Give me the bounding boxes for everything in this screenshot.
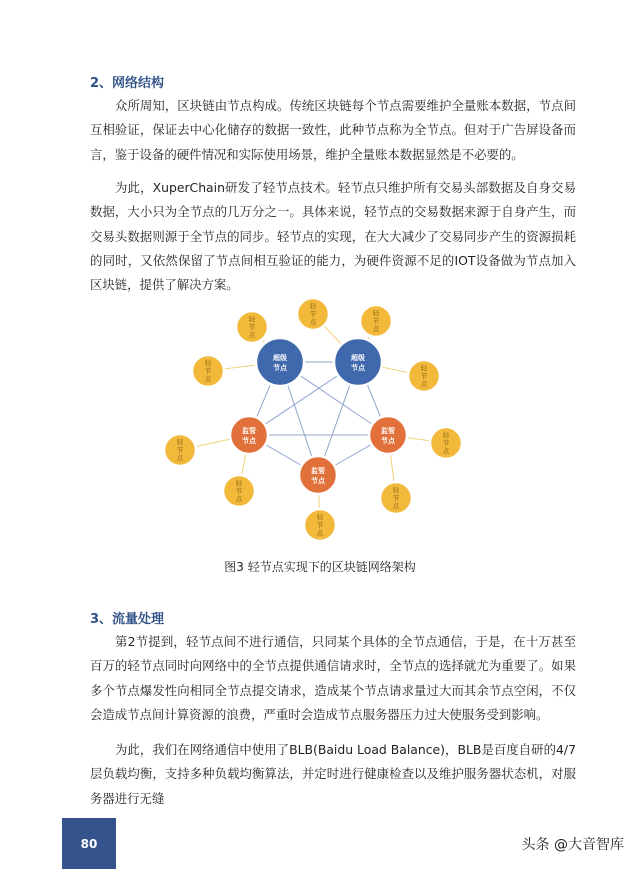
node-label-line: 监管	[381, 427, 395, 435]
light-node-label: 点	[248, 331, 256, 339]
page-number: 80	[80, 836, 98, 851]
light-node	[408, 360, 440, 392]
light-node-label: 轻	[372, 309, 380, 317]
section-2-heading: 2、网络结构	[90, 76, 165, 91]
supervisor-node	[230, 416, 268, 454]
light-node-label: 轻	[316, 513, 324, 521]
light-node-label: 轻	[204, 359, 212, 367]
section-3-paragraph-1: 第2节提到，轻节点间不进行通信，只同某个具体的全节点通信，于是，在十万甚至百万的轻节点同时向网络中的全节点提供通信请求时，全节点的选择就尤为重要了。如果多个节点爆发性向相同全节点提交请求，造成某个节点请求量过大而其余节点空闲，不仅会造成节点间计算资源的浪费，严重时会造成节点服务器压力过大使服务受到影响。	[90, 634, 576, 722]
light-node-label: 点	[372, 325, 380, 333]
node-label-line: 节点	[273, 364, 287, 372]
light-node-label: 轻	[248, 315, 256, 323]
light-node-label: 节	[442, 439, 450, 447]
light-node-label: 点	[204, 375, 212, 383]
light-node	[297, 298, 329, 330]
light-node-label: 节	[176, 446, 184, 454]
light-node	[164, 434, 196, 466]
light-node-label: 点	[176, 454, 184, 462]
light-node-label: 节	[420, 372, 428, 380]
page-number-box	[62, 818, 116, 869]
light-node-label: 轻	[392, 486, 400, 494]
light-node-label: 点	[442, 447, 450, 455]
section-3-paragraph-2: 为此，我们在网络通信中使用了BLB(Baidu Load Balance)，BLB是百度自研的4/7层负载均衡，支持多种负载均衡算法，并定时进行健康检查以及维护服务器状态机，对服务器进行无缝	[90, 742, 576, 806]
node-label-line: 节点	[381, 437, 395, 445]
light-node-label: 点	[420, 380, 428, 388]
section-2-paragraph-1: 众所周知，区块链由节点构成。传统区块链每个节点需要维护全量账本数据，节点间互相验证，保证去中心化储存的数据一致性，此种节点称为全节点。但对于广告屏设备而言，鉴于设备的硬件情况和实际使用场景，维护全量账本数据显然是不必要的。	[90, 98, 576, 162]
section-2-paragraph-2: 为此，XuperChain研发了轻节点技术。轻节点只维护所有交易头部数据及自身交易数据，大小只为全节点的几万分之一。具体来说，轻节点的交易数据来源于自身产生，而交易头数据则源于全节点的同步。轻节点的实现，在大大减少了交易同步产生的资源损耗的同时，又依然保留了节点间相互验证的能力，为硬件资源不足的IOT设备做为节点加入区块链，提供了解决方案。	[90, 180, 576, 293]
light-node	[223, 475, 255, 507]
blockchain-network-diagram	[160, 286, 480, 548]
light-node-label: 轻	[420, 364, 428, 372]
light-node-label: 轻	[442, 431, 450, 439]
node-label-line: 节点	[242, 437, 256, 445]
light-node	[236, 311, 268, 343]
diagram-nodes	[164, 298, 462, 541]
light-node-label: 节	[392, 494, 400, 502]
node-label-line: 节点	[311, 477, 325, 485]
node-label-line: 监管	[242, 427, 256, 435]
node-label-line: 超级	[351, 354, 365, 362]
light-node-label: 轻	[309, 302, 317, 310]
watermark: 头条 @大音智库	[521, 837, 624, 853]
supervisor-node	[369, 416, 407, 454]
figure-caption: 图3 轻节点实现下的区块链网络架构	[224, 560, 416, 574]
section-3-heading: 3、流量处理	[90, 612, 165, 627]
light-node-label: 节	[309, 310, 317, 318]
light-node-label: 节	[316, 521, 324, 529]
light-node	[304, 509, 336, 541]
light-node-label: 点	[392, 502, 400, 510]
light-node-label: 轻	[235, 479, 243, 487]
node-label-line: 监管	[311, 467, 325, 475]
node-label-line: 超级	[273, 354, 287, 362]
super-node	[256, 338, 304, 386]
light-node-label: 节	[372, 317, 380, 325]
node-label-line: 节点	[351, 364, 365, 372]
light-node-label: 节	[204, 367, 212, 375]
super-node	[334, 338, 382, 386]
light-node-label: 点	[316, 529, 324, 537]
light-node-label: 轻	[176, 438, 184, 446]
light-node	[430, 427, 462, 459]
light-node	[360, 305, 392, 337]
light-node-label: 点	[235, 495, 243, 503]
supervisor-node	[299, 456, 337, 494]
light-node	[192, 355, 224, 387]
light-node-label: 点	[309, 318, 317, 326]
light-node	[380, 482, 412, 514]
light-node-label: 节	[248, 323, 256, 331]
light-node-label: 节	[235, 487, 243, 495]
